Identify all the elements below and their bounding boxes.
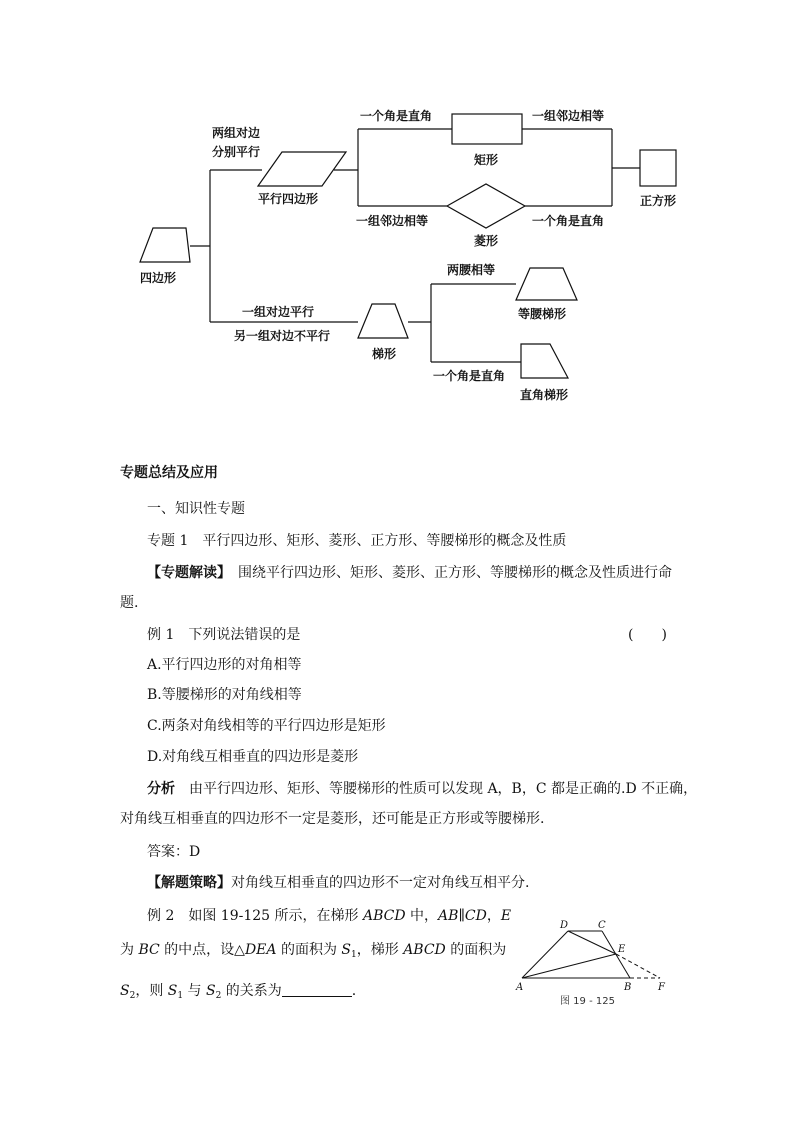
rhombus-label: 菱形 [474,234,499,248]
option-a: A.平行四边形的对角相等 [147,657,302,673]
analysis-head: 分析 [147,781,175,797]
math-run: S [120,983,130,999]
trapezoid-condition-1: 一组对边平行 [242,305,315,319]
analysis-paragraph [147,778,697,798]
quadrilateral-shape [140,228,190,262]
example-1-stem: 例 1 下列说法错误的是 [147,627,301,643]
point-c-label: C [598,920,606,931]
subscript: 1 [351,950,357,960]
interpretation-body-end: 题. [120,595,139,611]
interpretation-paragraph [147,562,672,582]
text-run: 例 2 如图 19-125 所示，在梯形 [147,908,363,924]
rectangle-condition: 一个角是直角 [360,109,433,123]
right-trapezoid-label: 直角梯形 [520,388,569,402]
parallelogram-condition-2: 分别平行 [212,145,261,159]
math-run: S [167,983,178,999]
figure-19-125 [512,916,672,1008]
example-2-line-2 [120,939,506,960]
rhombus-to-square-condition: 一个角是直角 [532,214,605,228]
text-run: 的中点，设△ [159,942,245,958]
segment-ad [522,931,568,978]
trapezoid-condition-2: 另一组对边不平行 [234,329,331,343]
trapezoid-shape [358,304,408,338]
quadrilateral-classification-diagram [0,0,794,420]
right-trapezoid-shape [521,344,568,378]
subscript: 2 [215,991,222,1001]
subscript: 2 [129,991,136,1001]
text-run: . [351,983,357,999]
subsection-title: 一、知识性专题 [147,501,245,517]
isosceles-condition: 两腰相等 [447,263,496,277]
text-run: 中， [405,908,439,924]
strategy-head: 【解题策略】 [147,875,231,891]
text-run: ，梯形 [356,942,404,958]
point-f-label: F [658,982,665,993]
option-c: C.两条对角线相等的平行四边形是矩形 [147,718,386,734]
text-run: 的关系为 [221,983,282,999]
point-e-label: E [618,944,626,955]
text-run: 为 [120,942,139,958]
math-run: AB∥CD [438,908,487,924]
math-run: BC [138,942,160,958]
rect-to-square-condition: 一组邻边相等 [532,109,605,123]
segment-ae [522,954,616,978]
text-run: ，则 [135,983,168,999]
text-run: 与 [183,983,207,999]
example-1-answer-paren: ( ) [628,627,667,643]
option-b: B.等腰梯形的对角线相等 [147,687,302,703]
section-title: 专题总结及应用 [120,465,218,481]
interpretation-head: 【专题解读】 [147,565,224,581]
answer-blank [282,982,352,997]
topic-1-heading: 专题 1 平行四边形、矩形、菱形、正方形、等腰梯形的概念及性质 [147,533,567,549]
text-run: 的面积为 [276,942,342,958]
math-run: S [341,942,351,958]
parallelogram-condition-1: 两组对边 [212,126,261,140]
rectangle-shape [452,114,522,144]
trapezoid-label: 梯形 [372,347,397,361]
square-shape [640,150,676,186]
subscript: 1 [177,991,184,1001]
isosceles-label: 等腰梯形 [518,307,567,321]
math-run: DEA [244,942,277,958]
point-a-label: A [516,982,524,993]
answer-line: 答案：D [147,844,201,860]
strategy-body: 对角线互相垂直的四边形不一定对角线互相平分. [231,875,530,891]
parallelogram-label: 平行四边形 [258,192,319,206]
interpretation-body: 围绕平行四边形、矩形、菱形、正方形、等腰梯形的概念及性质进行命 [224,565,672,581]
rhombus-shape [447,184,525,228]
isosceles-trapezoid-shape [516,268,577,300]
text-run: 的面积为 [445,942,507,958]
point-b-label: B [624,982,632,993]
parallelogram-shape [258,152,346,186]
option-d: D.对角线互相垂直的四边形是菱形 [147,749,359,765]
rectangle-label: 矩形 [474,153,499,167]
figure-caption: 图 19 - 125 [560,996,615,1007]
math-run: E [500,908,512,924]
math-run: ABCD [403,942,446,958]
math-run: S [206,983,216,999]
right-trapezoid-condition: 一个角是直角 [433,369,506,383]
example-2-line-3 [120,980,356,1001]
math-run: ABCD [362,908,406,924]
text-run: ， [486,908,501,924]
rhombus-condition: 一组邻边相等 [356,214,429,228]
analysis-body-1: 由平行四边形、矩形、等腰梯形的性质可以发现 A，B，C 都是正确的.D 不正确， [175,781,698,797]
square-label: 正方形 [640,194,677,208]
point-d-label: D [560,920,569,931]
quad-label: 四边形 [140,271,177,285]
example-2-line-1 [147,905,511,925]
strategy-paragraph [147,872,529,892]
analysis-body-2: 对角线互相垂直的四边形不一定是菱形，还可能是正方形或等腰梯形. [120,811,545,827]
